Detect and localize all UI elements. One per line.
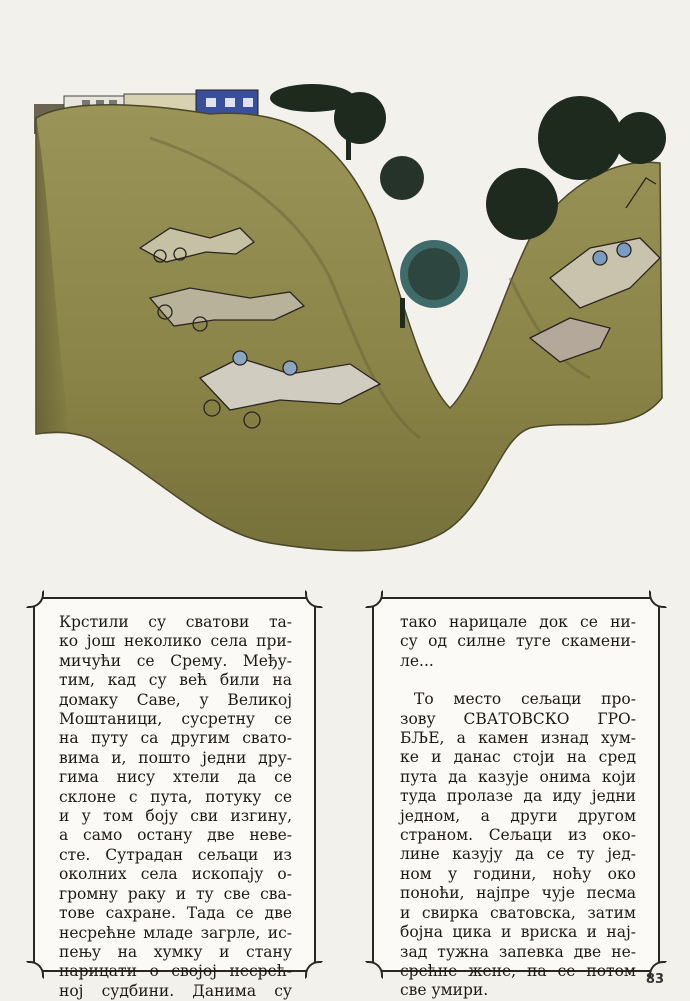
text-line: срећне жене, па се потом	[400, 961, 636, 980]
text-line: сте. Сутрадан сељаци из	[59, 845, 292, 864]
text-line: бојна цика и вриска и нај-	[400, 923, 636, 942]
text-line: тим, кад су већ били на	[59, 671, 292, 690]
text-line: тове сахране. Тада се две	[59, 904, 292, 923]
text-line: ке и данас стоји на сред	[400, 748, 636, 767]
text-line: све умири.	[400, 981, 489, 1000]
text-line: несрећне младе загрле, ис-	[59, 923, 292, 942]
text-line: пењу на хумку и стану	[59, 942, 292, 961]
text-line: То место сељаци про-	[414, 690, 636, 709]
text-line: громну раку и ту све сва-	[59, 884, 292, 903]
text-line: околних села ископају о-	[59, 865, 292, 884]
text-line: поноћи, најпре чује песма	[400, 884, 636, 903]
text-line: и свирка сватовска, затим	[400, 903, 636, 922]
text-box-left	[33, 597, 316, 1000]
text-line: домаку Саве, у Великој	[59, 690, 292, 709]
text-line: гима нису хтели да се	[59, 768, 292, 787]
text-line: лине казују да се ту јед-	[400, 845, 636, 864]
text-line: и у том боју сви изгину,	[59, 807, 292, 826]
text-line: су од силне туге скамени-	[400, 632, 636, 651]
text-line: вима и, пошто једни дру-	[59, 748, 292, 767]
left-column-text	[35, 613, 314, 1001]
text-line: на путу са другим свато-	[59, 729, 292, 748]
text-line: Моштаници, сусретну се	[59, 710, 292, 729]
page-number: 83	[645, 972, 664, 987]
right-column-text	[374, 613, 658, 1001]
text-line: а само остану две неве-	[59, 826, 292, 845]
text-line: тако нарицале док се ни-	[400, 613, 636, 631]
illustration-wedding-procession-hills	[30, 78, 670, 558]
text-line: нарицати о својој несрећ-	[59, 962, 292, 981]
text-line: ко још неколико села при-	[59, 632, 292, 651]
text-line: мичући се Срему. Међу-	[59, 651, 292, 670]
text-line: Крстили су сватови та-	[59, 613, 292, 631]
text-line: туда пролазе да иду једни	[400, 787, 636, 806]
text-line: ном у години, ноћу око	[400, 864, 636, 883]
text-line: склоне с пута, потуку се	[59, 787, 292, 806]
text-line: БЉЕ, а камен изнад хум-	[400, 729, 636, 748]
text-line: ној судбини. Данима су	[59, 981, 292, 1000]
text-line: једном, а други другом	[400, 806, 636, 825]
text-line: страном. Сељаци из око-	[400, 826, 636, 845]
text-line: зову СВАТОВСКО ГРО-	[400, 709, 636, 728]
text-line: пута да казује онима који	[400, 767, 636, 786]
text-line: зад тужна запевка две не-	[400, 942, 636, 961]
text-line: ле...	[400, 651, 434, 670]
